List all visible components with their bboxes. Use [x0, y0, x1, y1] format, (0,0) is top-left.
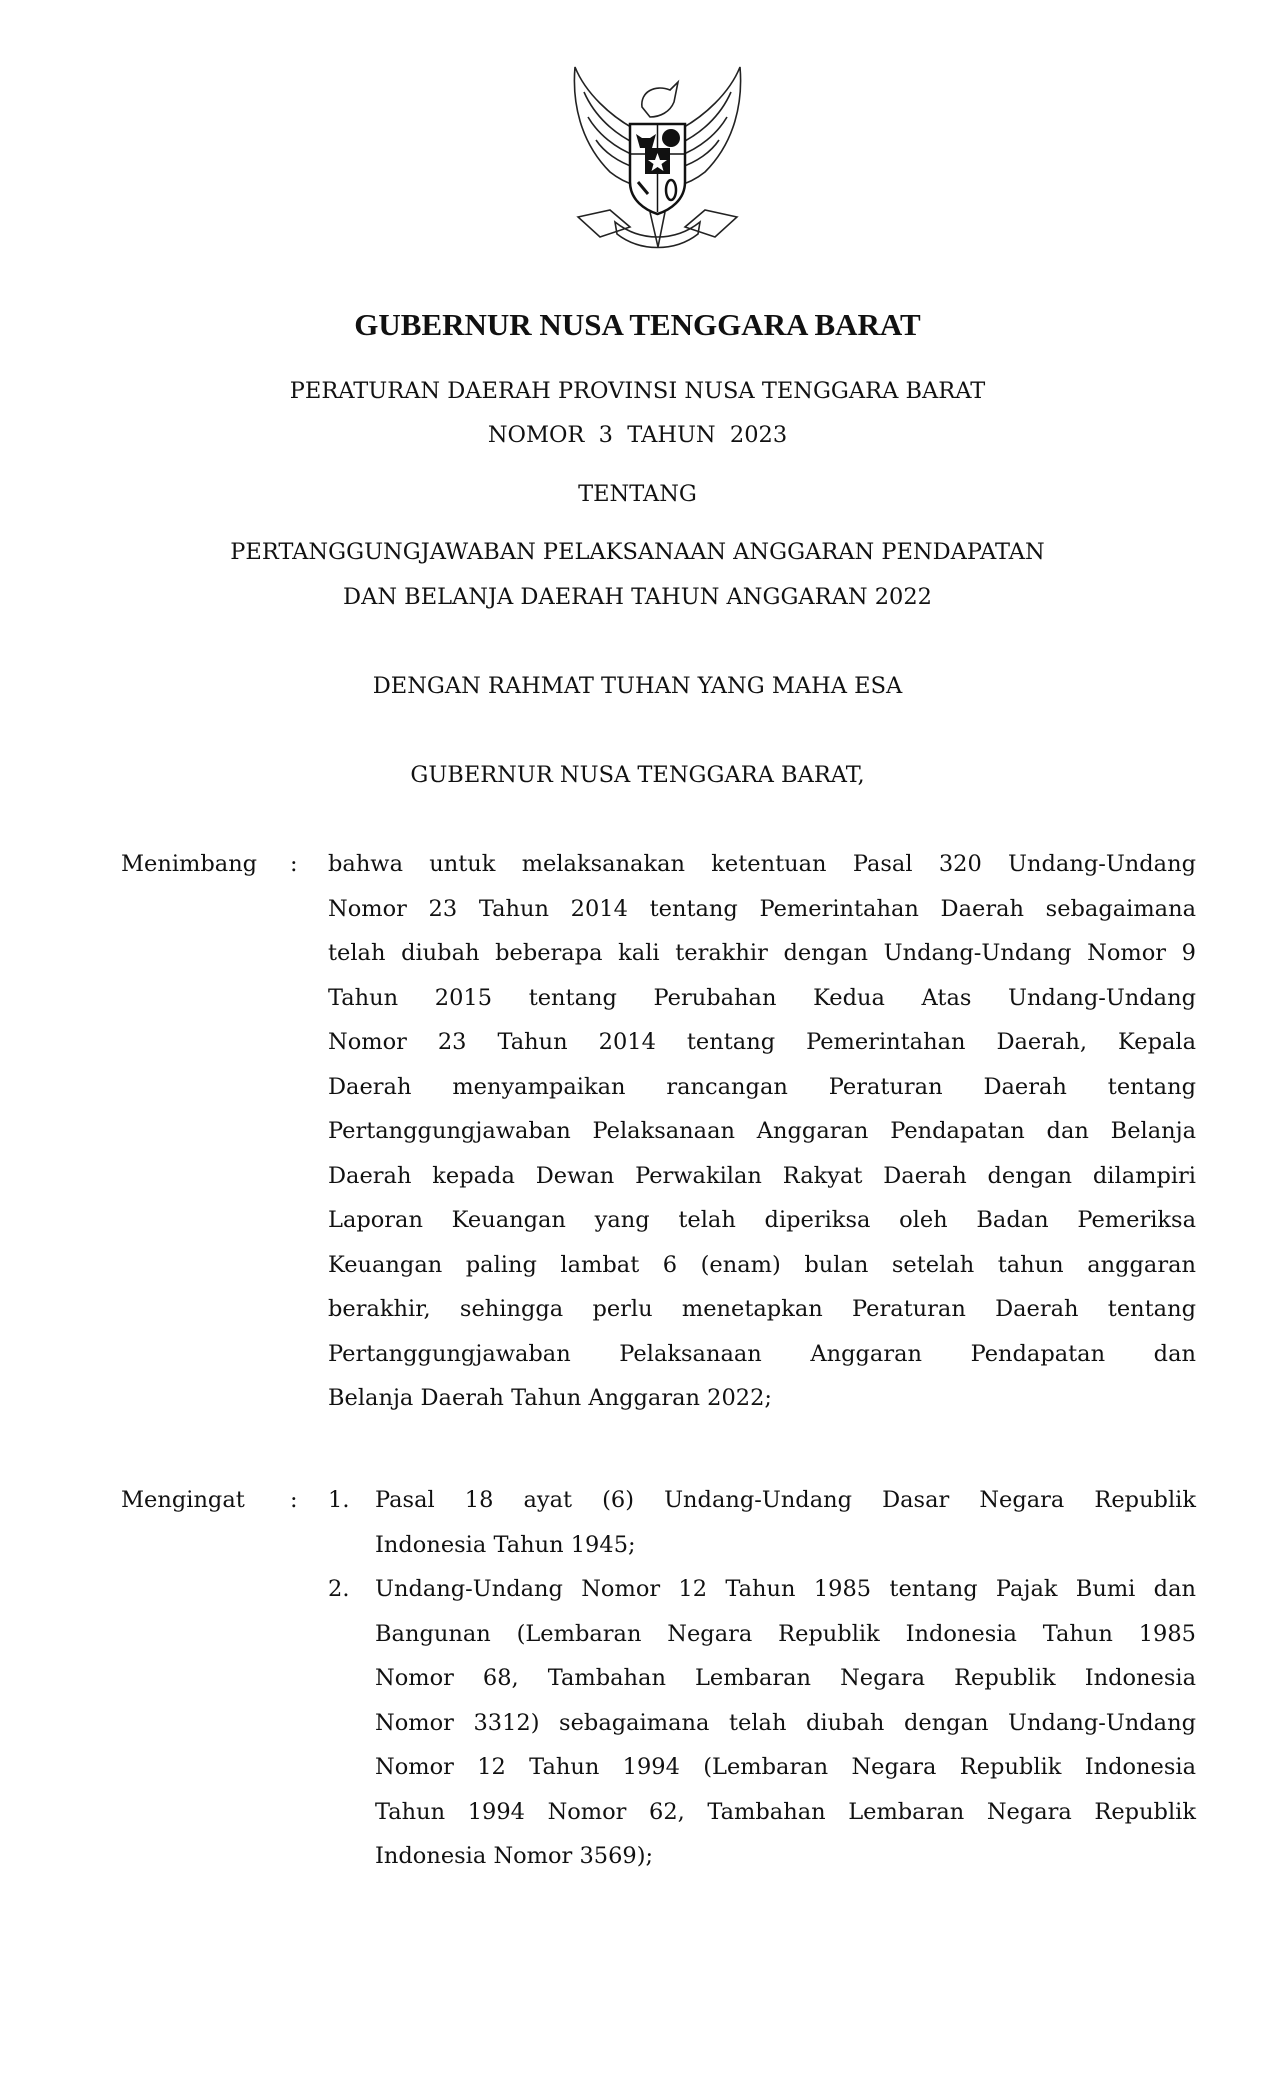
text-line: Tahun 1994 Nomor 62, Tambahan Lembaran Negara Republik — [375, 1798, 1196, 1825]
text-line: Pertanggungjawaban Pelaksanaan Anggaran Pendapatan dan — [328, 1340, 1196, 1367]
mengingat-label: Mengingat — [121, 1487, 245, 1513]
mengingat-colon: : — [290, 1487, 298, 1513]
text-line: Bangunan (Lembaran Negara Republik Indonesia Tahun 1985 — [375, 1620, 1196, 1647]
text-line: Daerah kepada Dewan Perwakilan Rakyat Daerah dengan dilampiri — [328, 1162, 1196, 1189]
text-line: Daerah menyampaikan rancangan Peraturan Daerah tentang — [328, 1073, 1196, 1100]
preamble-rahmat: DENGAN RAHMAT TUHAN YANG MAHA ESA — [372, 673, 903, 699]
regulation-number: NOMOR 3 TAHUN 2023 — [487, 422, 788, 448]
text-line: Pasal 18 ayat (6) Undang-Undang Dasar Negara Republik — [375, 1487, 1196, 1513]
mengingat-item-number: 2. — [328, 1576, 350, 1602]
mengingat-item — [375, 1478, 1196, 1567]
menimbang-paragraph — [328, 842, 1196, 1421]
regulation-subject-line-1: PERTANGGUNGJAWABAN PELAKSANAAN ANGGARAN PENDAPATAN — [230, 539, 1045, 565]
mengingat-item — [375, 1567, 1196, 1879]
mengingat-item-number: 1. — [328, 1487, 350, 1513]
garuda-emblem-icon — [570, 62, 745, 262]
text-line: Tahun 2015 tentang Perubahan Kedua Atas Undang-Undang — [328, 984, 1196, 1011]
text-line: Laporan Keuangan yang telah diperiksa oleh Badan Pemeriksa — [328, 1207, 1196, 1233]
preamble-gubernur: GUBERNUR NUSA TENGGARA BARAT, — [410, 762, 865, 788]
text-line: Undang-Undang Nomor 12 Tahun 1985 tentang Pajak Bumi dan — [375, 1576, 1196, 1602]
text-line: Indonesia Tahun 1945; — [375, 1531, 636, 1558]
tentang-heading: TENTANG — [578, 481, 697, 507]
text-line: Keuangan paling lambat 6 (enam) bulan setelah tahun anggaran — [328, 1251, 1196, 1278]
text-line: Nomor 3312) sebagaimana telah diubah dengan Undang-Undang — [375, 1709, 1196, 1736]
text-line: telah diubah beberapa kali terakhir dengan Undang-Undang Nomor 9 — [328, 940, 1196, 966]
regulation-type: PERATURAN DAERAH PROVINSI NUSA TENGGARA BARAT — [289, 378, 986, 404]
text-line: Nomor 23 Tahun 2014 tentang Pemerintahan Daerah sebagaimana — [328, 895, 1196, 922]
text-line: bahwa untuk melaksanakan ketentuan Pasal 320 Undang-Undang — [328, 851, 1196, 877]
menimbang-colon: : — [290, 851, 298, 877]
menimbang-label: Menimbang — [121, 851, 258, 877]
text-line: berakhir, sehingga perlu menetapkan Peraturan Daerah tentang — [328, 1296, 1196, 1322]
text-line: Nomor 68, Tambahan Lembaran Negara Republik Indonesia — [375, 1665, 1196, 1691]
document-title: GUBERNUR NUSA TENGGARA BARAT — [354, 307, 921, 342]
text-line: Pertanggungjawaban Pelaksanaan Anggaran Pendapatan dan Belanja — [328, 1118, 1196, 1144]
text-line: Nomor 23 Tahun 2014 tentang Pemerintahan Daerah, Kepala — [328, 1029, 1196, 1055]
text-line: Belanja Daerah Tahun Anggaran 2022; — [328, 1385, 772, 1411]
text-line: Indonesia Nomor 3569); — [375, 1843, 654, 1869]
text-line: Nomor 12 Tahun 1994 (Lembaran Negara Republik Indonesia — [375, 1754, 1196, 1780]
regulation-subject-line-2: DAN BELANJA DAERAH TAHUN ANGGARAN 2022 — [343, 584, 932, 610]
